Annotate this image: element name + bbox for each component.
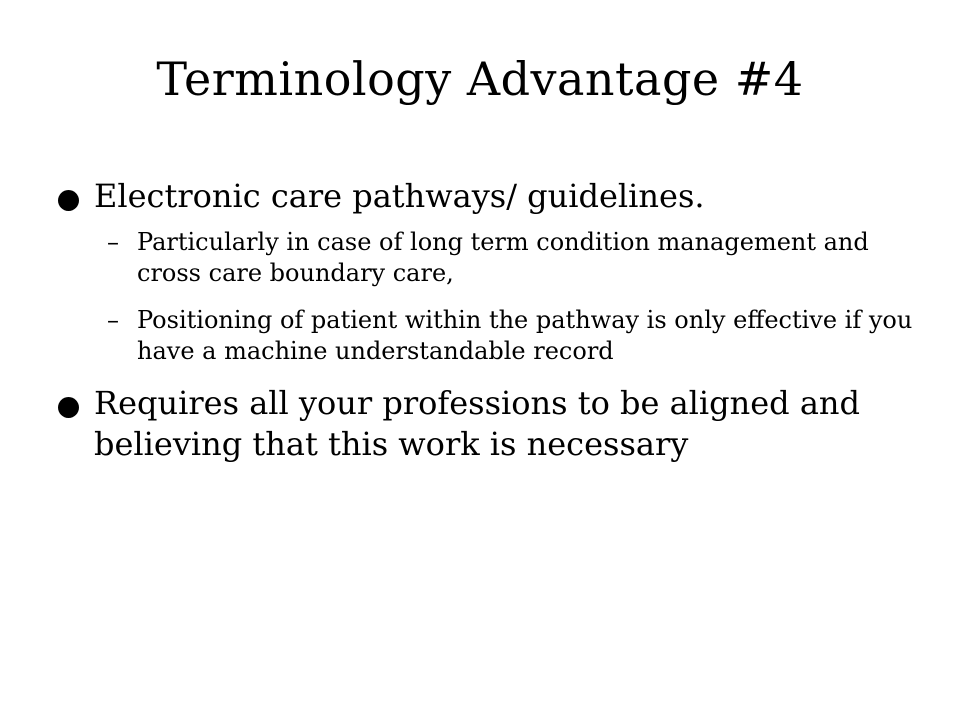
bullet-list [58, 176, 918, 465]
sub-bullet-item-long-term-condition [94, 227, 918, 289]
sub-bullet-item-positioning-of-patient [94, 305, 918, 367]
dash-icon: – [107, 228, 119, 256]
sub-bullet-text: Particularly in case of long term condition management and cross care boundary care, [137, 228, 869, 287]
bullet-text: Electronic care pathways/ guidelines. [94, 177, 705, 215]
bullet-text: Requires all your professions to be aligned and believing that this work is necessary [94, 384, 860, 463]
bullet-item-requires-professions-aligned [58, 383, 918, 465]
slide-title: Terminology Advantage #4 [156, 52, 804, 106]
bullet-dot-icon [58, 397, 79, 418]
dash-icon: – [107, 306, 119, 334]
bullet-dot-icon [58, 190, 79, 211]
sub-bullet-text: Positioning of patient within the pathway is only effective if you have a machine understandable record [137, 306, 913, 365]
bullet-item-electronic-care-pathways [58, 176, 918, 367]
sub-bullet-list [94, 227, 918, 367]
